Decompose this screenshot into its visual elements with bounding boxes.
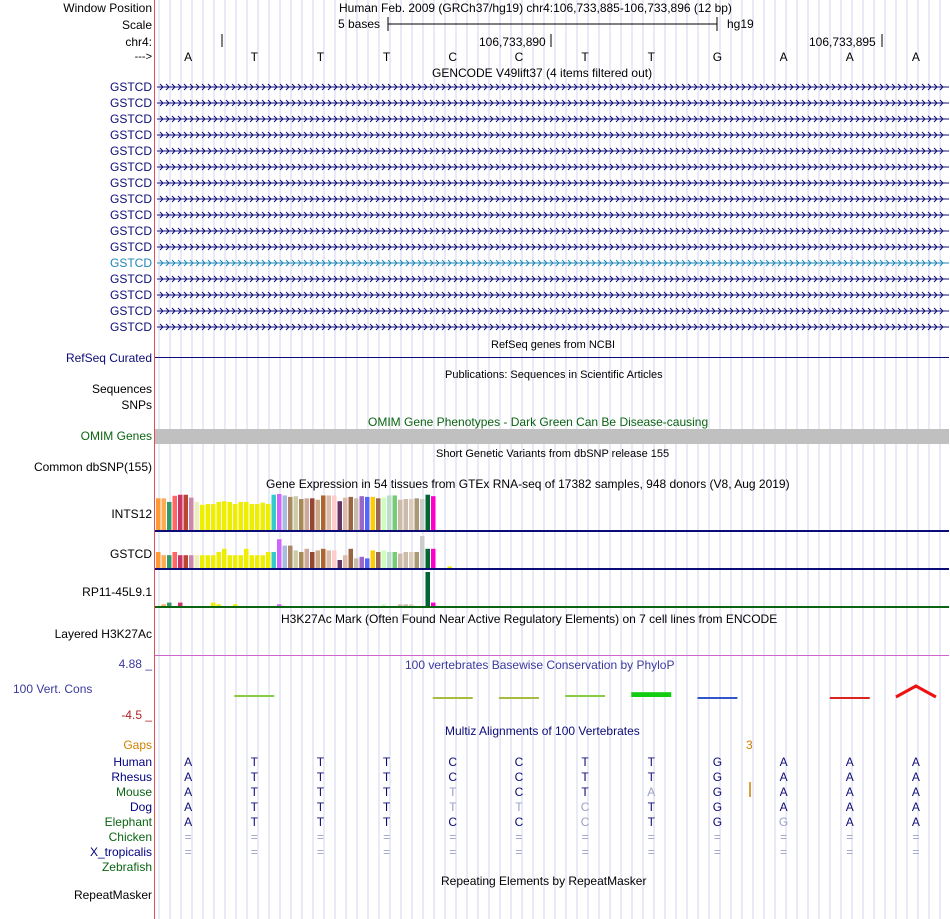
alignment-base: T [250,785,258,799]
gaps-label: Gaps [123,738,152,752]
alignment-base: T [316,815,325,829]
alignment-base: T [316,755,325,769]
alignment-base: = [713,830,721,844]
alignment-base: = [780,845,788,859]
strand-label: ---> [134,51,152,63]
alignment-base: T [382,785,391,799]
dbsnp-track-title[interactable]: Short Genetic Variants from dbSNP release 155 [436,448,670,460]
alignment-base: A [779,785,788,799]
h3k27ac-track-title[interactable]: H3K27Ac Mark (Often Found Near Active Regulatory Elements) on 7 cell lines from ENCODE [281,612,778,626]
gtex-gene-label[interactable]: RP11-45L9.1 [82,585,152,599]
base-letter: A [845,50,854,64]
base-letter: T [382,50,391,64]
alignment-base: T [316,800,325,814]
alignment-base: A [911,785,920,799]
alignment-base: T [250,800,258,814]
alignment-base: T [449,785,457,799]
gtex-gene-label[interactable]: GSTCD [110,547,152,561]
alignment-base: = [184,845,192,859]
alignment-base: C [448,770,458,784]
alignment-base: A [647,785,656,799]
alignment-base: A [845,800,854,814]
alignment-base: T [382,800,391,814]
alignment-base: T [581,755,589,769]
alignment-base: = [581,830,589,844]
alignment-base: = [515,830,523,844]
alignment-base: = [250,845,258,859]
publications-track-title[interactable]: Publications: Sequences in Scientific Articles [445,369,663,381]
repeatmasker-track-title[interactable]: Repeating Elements by RepeatMasker [441,874,647,888]
alignment-base: = [515,845,523,859]
alignment-base: C [514,785,524,799]
alignment-base: C [514,770,524,784]
alignment-base: = [713,845,721,859]
alignment-base: T [647,755,655,769]
alignment-base: = [316,845,324,859]
alignment-base: = [647,830,655,844]
gencode-item-label[interactable]: GSTCD [110,240,152,254]
gencode-item-label[interactable]: GSTCD [110,192,152,206]
alignment-base: G [712,800,723,814]
alignment-base: T [250,755,258,769]
repeatmasker-label[interactable]: RepeatMasker [73,888,152,902]
coordinate-label: 106,733,895 [809,35,876,49]
alignment-base: G [712,785,723,799]
sequences-label[interactable]: Sequences [91,382,152,396]
alignment-base: G [778,815,789,829]
scale-bases-text: 5 bases [338,17,381,31]
species-label[interactable]: Chicken [108,830,152,844]
alignment-base: C [448,815,458,829]
base-letter: A [184,50,193,64]
alignment-base: A [779,755,788,769]
alignment-base: = [912,845,920,859]
phylop-min-label: -4.5 _ [121,708,152,722]
alignment-base: = [581,845,589,859]
base-letter: T [647,50,655,64]
alignment-base: A [184,755,193,769]
base-letter: T [316,50,325,64]
alignment-base: = [846,830,854,844]
species-label[interactable]: Zebrafish [101,860,152,874]
gencode-item-label[interactable]: GSTCD [110,320,152,334]
alignment-base: A [911,770,920,784]
gencode-item-label[interactable]: GSTCD [110,304,152,318]
alignment-base: A [911,800,920,814]
gencode-item-label[interactable]: GSTCD [110,208,152,222]
alignment-base: A [184,770,193,784]
base-letter: C [448,50,458,64]
position-text: Human Feb. 2009 (GRCh37/hg19) chr4:106,733,885-106,733,896 (12 bp) [339,1,732,15]
gtex-track-title[interactable]: Gene Expression in 54 tissues from GTEx RNA-seq of 17382 samples, 948 donors (V8, Aug 2019) [266,477,790,491]
window-position-label: Window Position [63,1,152,15]
gencode-item-label[interactable]: GSTCD [110,96,152,110]
alignment-base: T [250,770,258,784]
alignment-base: T [647,770,655,784]
alignment-base: A [911,815,920,829]
refseq-track-title[interactable]: RefSeq genes from NCBI [491,339,616,351]
alignment-base: = [316,830,324,844]
alignment-base: G [712,815,723,829]
alignment-base: A [184,800,193,814]
snps-label[interactable]: SNPs [121,398,152,412]
alignment-base: T [647,800,655,814]
alignment-base: C [580,800,590,814]
species-label[interactable]: Rhesus [111,770,152,784]
alignment-base: A [779,770,788,784]
alignment-base: G [712,770,723,784]
chrom-label: chr4: [125,35,152,49]
gencode-item-label[interactable]: GSTCD [110,128,152,142]
alignment-base: A [845,785,854,799]
gencode-item-label[interactable]: GSTCD [110,256,152,270]
alignment-base: T [250,815,258,829]
alignment-base: C [514,755,524,769]
species-label[interactable]: X_tropicalis [89,845,152,859]
base-letter: C [514,50,524,64]
h3k27ac-label[interactable]: Layered H3K27Ac [54,627,152,641]
gencode-item-label[interactable]: GSTCD [110,144,152,158]
alignment-base: T [382,770,391,784]
dbsnp-label[interactable]: Common dbSNP(155) [33,460,152,474]
gtex-gene-label[interactable]: INTS12 [111,507,152,521]
alignment-base: A [779,800,788,814]
alignment-base: T [647,815,655,829]
species-label[interactable]: Dog [129,800,152,814]
alignment-base: T [382,755,391,769]
alignment-base: A [845,815,854,829]
alignment-base: T [581,785,589,799]
alignment-base: T [316,785,325,799]
refseq-label[interactable]: RefSeq Curated [65,351,152,365]
alignment-base: A [911,755,920,769]
gencode-item-label[interactable]: GSTCD [110,176,152,190]
alignment-base: T [449,800,457,814]
alignment-base: = [250,830,258,844]
alignment-base: A [184,815,193,829]
alignment-base: A [845,755,854,769]
phylop-max-label: 4.88 _ [118,657,152,671]
alignment-base: = [912,830,920,844]
gencode-item-label[interactable]: GSTCD [110,224,152,238]
alignment-base: = [383,845,391,859]
phylop-label[interactable]: 100 Vert. Cons [13,682,93,696]
species-label[interactable]: Elephant [104,815,152,829]
alignment-base: A [845,770,854,784]
alignment-base: = [647,845,655,859]
alignment-base: = [383,830,391,844]
species-label[interactable]: Mouse [115,785,152,799]
alignment-base: T [316,770,325,784]
alignment-base: T [515,800,523,814]
label-divider[interactable] [154,0,155,919]
alignment-base: = [449,830,457,844]
alignment-base: = [780,830,788,844]
alignment-base: T [581,770,589,784]
alignment-base: T [382,815,391,829]
scale-label: Scale [121,18,152,32]
gap-count: 3 [746,738,753,752]
alignment-base: A [184,785,193,799]
coordinate-label: 106,733,890 [479,35,546,49]
base-letter: A [911,50,920,64]
gencode-item-label[interactable]: GSTCD [110,80,152,94]
alignment-base: C [448,755,458,769]
base-letter: G [712,50,723,64]
alignment-base: C [514,815,524,829]
gencode-item-label[interactable]: GSTCD [110,288,152,302]
alignment-base: = [449,845,457,859]
gencode-item-label[interactable]: GSTCD [110,272,152,286]
species-label[interactable]: Human [113,755,152,769]
alignment-base: = [846,845,854,859]
multiz-track-title[interactable]: Multiz Alignments of 100 Vertebrates [445,724,640,738]
gencode-track-title[interactable]: GENCODE V49lift37 (4 items filtered out) [432,66,653,80]
alignment-base: G [712,755,723,769]
base-letter: T [581,50,589,64]
omim-label[interactable]: OMIM Genes [80,429,152,443]
gencode-item-label[interactable]: GSTCD [110,160,152,174]
alignment-base: C [580,815,590,829]
alignment-base: = [184,830,192,844]
phylop-track-title[interactable]: 100 vertebrates Basewise Conservation by PhyloP [405,658,675,672]
base-letter: T [250,50,258,64]
gencode-item-label[interactable]: GSTCD [110,112,152,126]
omim-track-title[interactable]: OMIM Gene Phenotypes - Dark Green Can Be Disease-causing [368,415,709,429]
scale-assembly-text: hg19 [727,17,754,31]
base-letter: A [779,50,788,64]
